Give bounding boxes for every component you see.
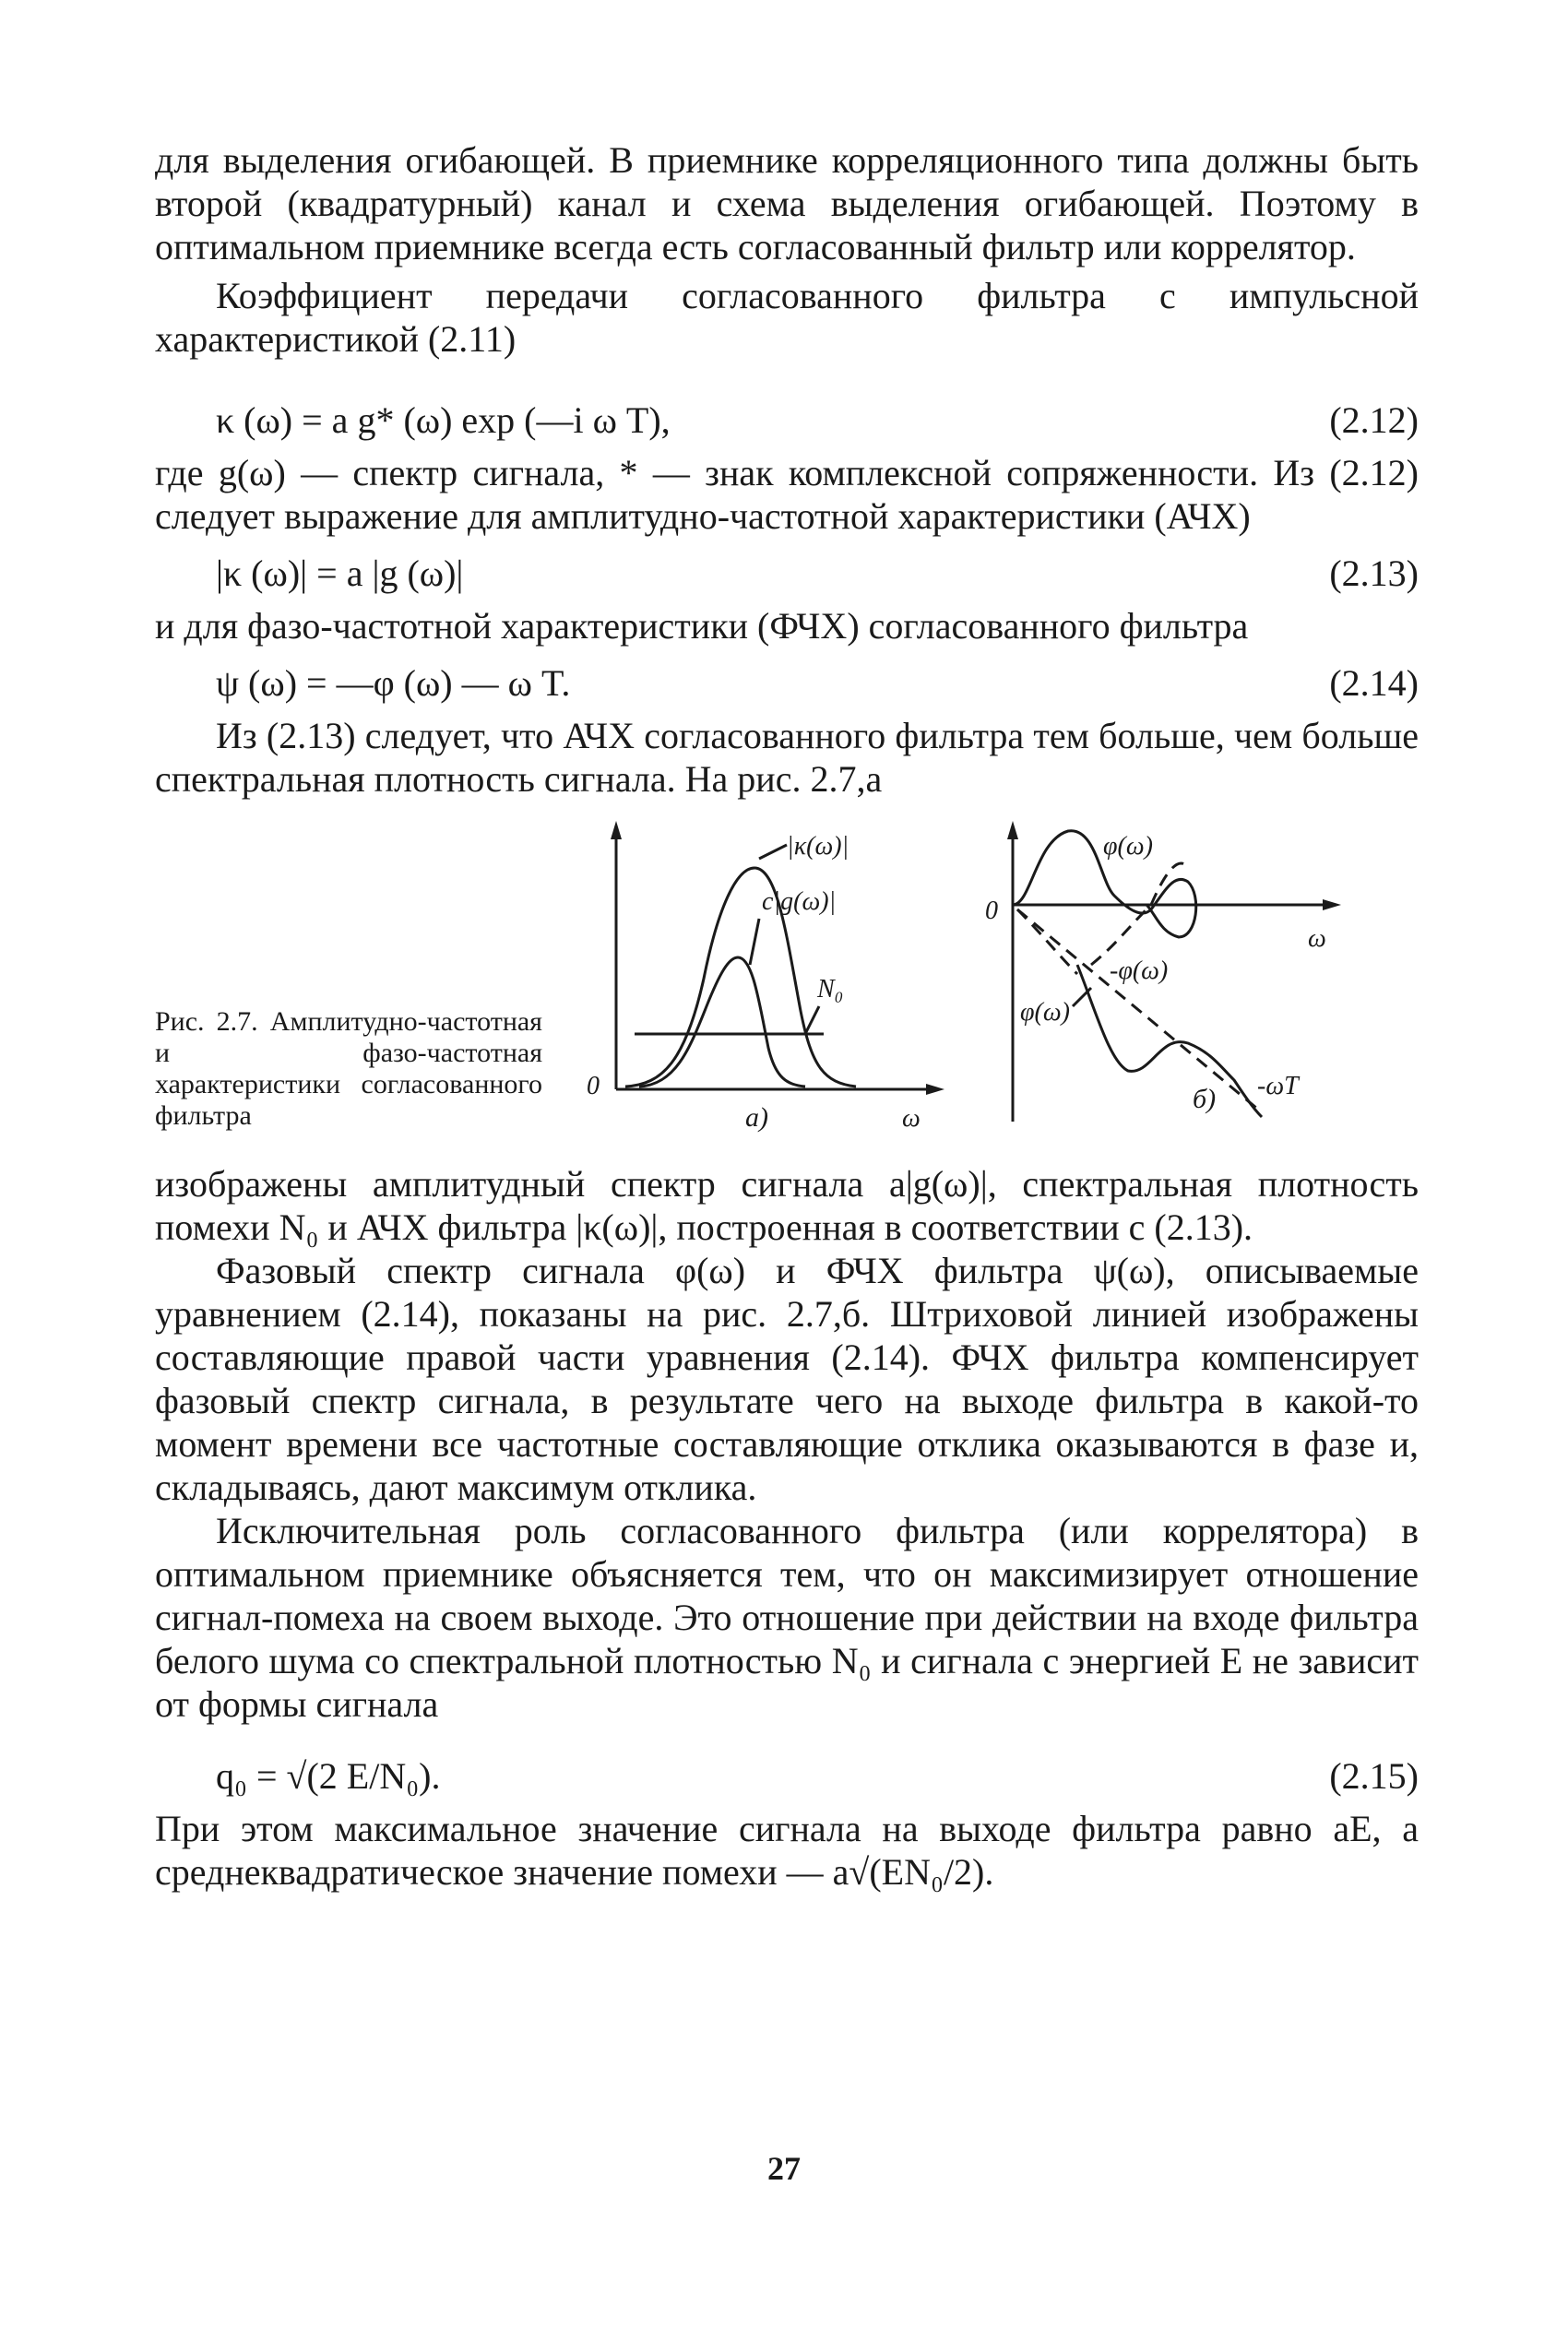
label-neg-omega-t: -ωT	[1257, 1072, 1299, 1100]
panel-b-origin: 0	[985, 897, 998, 925]
equation-2-14-body: ψ (ω) = —φ (ω) — ω T.	[216, 662, 571, 704]
equation-2-15-body: q₀ = √(2 E/N₀).	[216, 1755, 441, 1797]
equation-2-12-number: (2.12)	[1329, 399, 1419, 441]
panel-a-x-arrow	[926, 1084, 944, 1095]
equation-2-15-number: (2.15)	[1329, 1755, 1419, 1797]
paragraph-4: и для фазо-частотной характеристики (ФЧХ) согласованного фильтра	[155, 605, 1249, 647]
panel-b-x-arrow	[1323, 899, 1341, 910]
page-body	[155, 138, 1419, 1894]
panel-b-label: б)	[1193, 1084, 1217, 1114]
paragraph-6: изображены амплитудный спектр сигнала a|g(ω)|, спектральная плотность помехи N₀ и АЧХ фильтра |κ(ω)|, построенная в соответствии с (2.13).	[155, 1163, 1419, 1248]
panel-a-omega: ω	[902, 1104, 921, 1133]
figure-2-7	[155, 817, 1419, 1131]
paragraph-5: Из (2.13) следует, что АЧХ согласованного фильтра тем больше, чем больше спектральная плотность сигнала. На рис. 2.7,а	[155, 715, 1419, 800]
page-number: 27	[767, 2150, 801, 2187]
label-k-leader	[759, 845, 787, 859]
figure-caption: Рис. 2.7. Амплитудно-частотная и фазо-частотная характеристики согласованного фильтра	[155, 1006, 542, 1131]
paragraph-8: Исключительная роль согласованного фильтра (или коррелятора) в оптимальном приемнике объясняется тем, что он максимизирует отношение сигнал-помеха на своем выходе. Это отношение при действии на входе фильтра белого шума со спектральной плотностью N₀ и сигнала с энергией E не зависит от формы сигнала	[155, 1510, 1419, 1725]
equation-2-14	[155, 660, 1419, 707]
panel-a-y-arrow	[611, 821, 622, 839]
paragraph-3: где g(ω) — спектр сигнала, * — знак комплексной сопряженности. Из (2.12) следует выражение для амплитудно-частотной характеристики (АЧХ)	[155, 452, 1419, 537]
label-phi-top: φ(ω)	[1103, 832, 1153, 861]
panel-a-origin: 0	[587, 1072, 600, 1100]
g-omega-curve	[639, 957, 805, 1087]
panel-b-y-arrow	[1007, 821, 1018, 839]
phi-lower-curve	[1077, 965, 1262, 1117]
equation-2-13	[155, 551, 1419, 597]
label-phi-low: φ(ω)	[1020, 998, 1070, 1027]
figure-graphs	[587, 817, 1419, 1133]
label-neg-phi: -φ(ω)	[1110, 956, 1169, 985]
paragraph-1: для выделения огибающей. В приемнике корреляционного типа должны быть второй (квадратурный) канал и схема выделения огибающей. Поэтому в оптимальном приемнике всегда есть согласованный фильтр или коррелятор.	[155, 139, 1419, 267]
label-c-g-omega: c|g(ω)|	[762, 887, 837, 916]
equation-2-13-number: (2.13)	[1329, 552, 1419, 594]
label-g-leader	[750, 919, 759, 965]
paragraph-2: Коэффициент передачи согласованного фильтра с импульсной характеристикой (2.11)	[155, 275, 1419, 360]
equation-2-13-body: |κ (ω)| = a |g (ω)|	[216, 552, 464, 594]
equation-2-12	[155, 398, 1419, 444]
label-n-leader	[805, 1006, 819, 1034]
panel-b-omega: ω	[1308, 924, 1326, 953]
paragraph-9: При этом максимальное значение сигнала на выходе фильтра равно aE, а среднеквадратическое значение помехи — a√(EN₀/2).	[155, 1808, 1419, 1893]
label-k-omega: |κ(ω)|	[787, 832, 849, 861]
panel-a	[611, 821, 944, 1095]
panel-a-label: а)	[745, 1102, 768, 1133]
label-n0: N₀	[817, 975, 844, 1004]
equation-2-12-body: κ (ω) = a g* (ω) exp (—i ω T),	[216, 399, 671, 441]
paragraph-7: Фазовый спектр сигнала φ(ω) и ФЧХ фильтра ψ(ω), описываемые уравнением (2.14), показаны на рис. 2.7,б. Штриховой линией изображены составляющие правой части уравнения (2.14). ФЧХ фильтра компенсирует фазовый спектр сигнала, в результате чего на выходе фильтра в какой-то момент времени все частотные составляющие отклика оказываются в фазе и, складываясь, дают максимум отклика.	[155, 1250, 1419, 1508]
equation-2-15	[155, 1753, 1419, 1800]
equation-2-14-number: (2.14)	[1329, 662, 1419, 704]
